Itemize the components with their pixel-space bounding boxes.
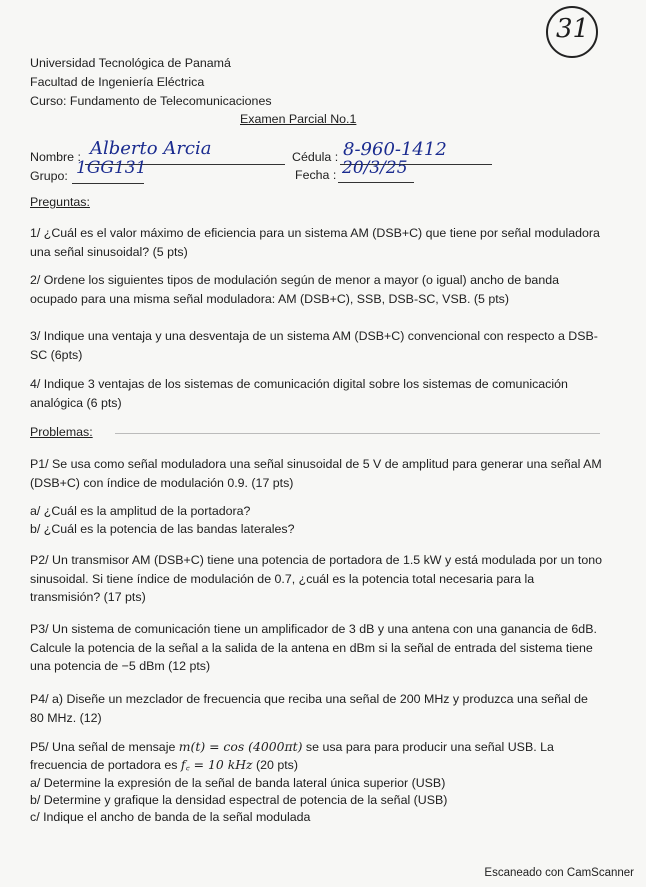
grade-mark: 31 xyxy=(556,14,590,44)
faculty-name: Facultad de Ingeniería Eléctrica xyxy=(30,75,205,89)
problema-5-b: b/ Determine y grafique la densidad espectral de potencia de la señal (USB) xyxy=(30,793,448,807)
problema-5-a: a/ Determine la expresión de la señal de banda lateral única superior (USB) xyxy=(30,776,446,790)
fecha-line xyxy=(338,182,414,183)
problemas-rule xyxy=(115,433,600,434)
fecha-value: 20/3/25 xyxy=(342,158,408,178)
pregunta-3: 3/ Indique una ventaja y una desventaja de un sistema AM (DSB+C) convencional con respecto a DSB-SC (6pts) xyxy=(30,329,598,362)
nombre-value: Alberto Arcia xyxy=(90,138,212,159)
nombre-label: Nombre : xyxy=(30,150,81,164)
problema-3: P3/ Un sistema de comunicación tiene un amplificador de 3 dB y una antena con una ganancia de 6dB. Calcule la potencia de la señal a la salida de la antena en dBm si la señal de entrada del sistema tiene una potencia de −5 dBm (12 pts) xyxy=(30,622,597,673)
problema-5-points: (20 pts) xyxy=(252,758,298,772)
problemas-heading: Problemas: xyxy=(30,425,93,439)
university-name: Universidad Tecnológica de Panamá xyxy=(30,56,231,70)
pregunta-4: 4/ Indique 3 ventajas de los sistemas de comunicación digital sobre los sistemas de comunicación analógica (6 pts) xyxy=(30,377,568,410)
problema-5-c: c/ Indique el ancho de banda de la señal modulada xyxy=(30,810,311,824)
scanner-watermark: Escaneado con CamScanner xyxy=(484,867,634,879)
preguntas-heading: Preguntas: xyxy=(30,195,90,209)
problema-5-line-2 xyxy=(30,756,298,774)
cedula-value: 8-960-1412 xyxy=(343,139,447,160)
problema-1-b: b/ ¿Cuál es la potencia de las bandas laterales? xyxy=(30,522,295,536)
problema-1-a: a/ ¿Cuál es la amplitud de la portadora? xyxy=(30,504,251,518)
problema-5-intro-rest: se usa para para producir una señal USB. La xyxy=(302,740,554,754)
pregunta-2: 2/ Ordene los siguientes tipos de modulación según de menor a mayor (o igual) ancho de banda ocupado para una misma señal moduladora: AM (DSB+C), SSB, DSB-SC, VSB. (5 pts) xyxy=(30,273,559,306)
carrier-frequency-formula: f꜀ = 10 kHz xyxy=(180,757,253,772)
course-name: Curso: Fundamento de Telecomunicaciones xyxy=(30,94,272,108)
problema-1: P1/ Se usa como señal moduladora una señal sinusoidal de 5 V de amplitud para generar una señal AM (DSB+C) con índice de modulación 0.9. (17 pts) xyxy=(30,457,602,490)
carrier-frequency-label: frecuencia de portadora es xyxy=(30,758,181,772)
problema-5-line-1 xyxy=(30,738,554,756)
grupo-label: Grupo: xyxy=(30,169,68,183)
cedula-label: Cédula : xyxy=(292,150,339,164)
pregunta-1: 1/ ¿Cuál es el valor máximo de eficiencia para un sistema AM (DSB+C) que tiene por señal moduladora una señal sinusoidal? (5 pts) xyxy=(30,226,600,259)
grupo-value: 1GG131 xyxy=(76,158,147,178)
exam-title: Examen Parcial No.1 xyxy=(240,112,357,126)
problema-5-intro: P5/ Una señal de mensaje xyxy=(30,740,179,754)
fecha-label: Fecha : xyxy=(295,168,337,182)
problema-2: P2/ Un transmisor AM (DSB+C) tiene una potencia de portadora de 1.5 kW y está modulada por un tono sinusoidal. Si tiene índice de modulación de 0.7, ¿cuál es la potencia total necesaria para la transmisión? (17 pts) xyxy=(30,553,603,604)
grupo-line xyxy=(72,183,144,184)
message-signal-formula: m(t) = cos (4000πt) xyxy=(178,739,303,754)
problema-4: P4/ a) Diseñe un mezclador de frecuencia que reciba una señal de 200 MHz y produzca una señal de 80 MHz. (12) xyxy=(30,692,588,725)
